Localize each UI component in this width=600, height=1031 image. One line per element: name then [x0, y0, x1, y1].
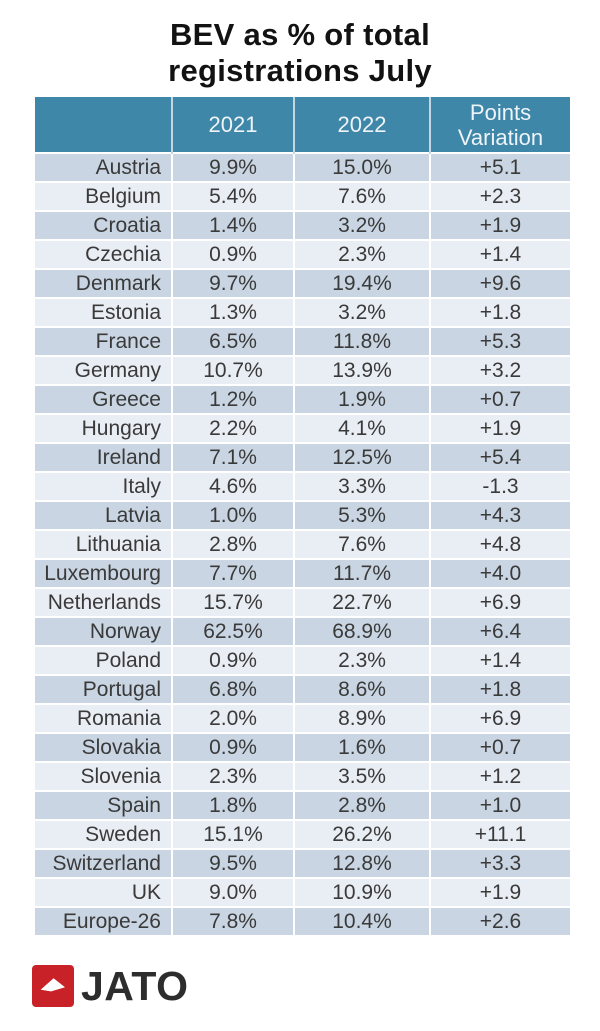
country-cell: Poland	[35, 646, 172, 675]
table-row	[35, 559, 570, 588]
value-cell: 15.0%	[294, 153, 430, 182]
value-cell: 7.1%	[172, 443, 294, 472]
value-cell: 7.6%	[294, 182, 430, 211]
country-cell: Portugal	[35, 675, 172, 704]
table-row	[35, 472, 570, 501]
value-cell: 3.5%	[294, 762, 430, 791]
value-cell: +2.3	[430, 182, 570, 211]
value-cell: 1.0%	[172, 501, 294, 530]
value-cell: 7.7%	[172, 559, 294, 588]
value-cell: 11.8%	[294, 327, 430, 356]
value-cell: +11.1	[430, 820, 570, 849]
country-cell: Europe-26	[35, 907, 172, 935]
value-cell: 2.3%	[294, 646, 430, 675]
table-row	[35, 907, 570, 935]
value-cell: 68.9%	[294, 617, 430, 646]
value-cell: 2.3%	[294, 240, 430, 269]
table-row	[35, 820, 570, 849]
value-cell: 7.8%	[172, 907, 294, 935]
table-body	[35, 153, 570, 935]
brand-name: JATO	[81, 963, 189, 1009]
value-cell: 2.8%	[294, 791, 430, 820]
value-cell: 6.8%	[172, 675, 294, 704]
value-cell: 4.1%	[294, 414, 430, 443]
value-cell: 10.4%	[294, 907, 430, 935]
table-row	[35, 588, 570, 617]
value-cell: 0.9%	[172, 646, 294, 675]
value-cell: +1.0	[430, 791, 570, 820]
column-header-2022: 2022	[294, 97, 430, 153]
table-row	[35, 762, 570, 791]
table-header	[35, 97, 570, 153]
value-cell: +4.8	[430, 530, 570, 559]
country-cell: Czechia	[35, 240, 172, 269]
value-cell: +5.4	[430, 443, 570, 472]
table-row	[35, 356, 570, 385]
table-row	[35, 240, 570, 269]
table-row	[35, 675, 570, 704]
value-cell: +1.8	[430, 298, 570, 327]
country-cell: Denmark	[35, 269, 172, 298]
value-cell: +1.4	[430, 240, 570, 269]
country-cell: Spain	[35, 791, 172, 820]
value-cell: -1.3	[430, 472, 570, 501]
country-cell: Luxembourg	[35, 559, 172, 588]
country-cell: Italy	[35, 472, 172, 501]
value-cell: 4.6%	[172, 472, 294, 501]
value-cell: 8.6%	[294, 675, 430, 704]
value-cell: 10.7%	[172, 356, 294, 385]
value-cell: 9.7%	[172, 269, 294, 298]
table-row	[35, 791, 570, 820]
column-header-2021: 2021	[172, 97, 294, 153]
value-cell: 0.9%	[172, 240, 294, 269]
value-cell: +6.9	[430, 588, 570, 617]
table-row	[35, 385, 570, 414]
value-cell: 1.2%	[172, 385, 294, 414]
table-row	[35, 153, 570, 182]
value-cell: 2.2%	[172, 414, 294, 443]
country-cell: Netherlands	[35, 588, 172, 617]
value-cell: +1.2	[430, 762, 570, 791]
table-row	[35, 327, 570, 356]
value-cell: 12.8%	[294, 849, 430, 878]
country-cell: Slovenia	[35, 762, 172, 791]
bev-registrations-table	[35, 97, 570, 935]
value-cell: +1.9	[430, 211, 570, 240]
table-row	[35, 211, 570, 240]
value-cell: 11.7%	[294, 559, 430, 588]
value-cell: 13.9%	[294, 356, 430, 385]
value-cell: 26.2%	[294, 820, 430, 849]
value-cell: 15.7%	[172, 588, 294, 617]
value-cell: 9.9%	[172, 153, 294, 182]
value-cell: +4.0	[430, 559, 570, 588]
value-cell: 1.4%	[172, 211, 294, 240]
jato-logo	[32, 965, 74, 1007]
value-cell: 22.7%	[294, 588, 430, 617]
value-cell: 10.9%	[294, 878, 430, 907]
country-cell: Norway	[35, 617, 172, 646]
value-cell: +9.6	[430, 269, 570, 298]
table-header-row	[35, 97, 570, 153]
value-cell: 9.0%	[172, 878, 294, 907]
country-cell: Latvia	[35, 501, 172, 530]
value-cell: +3.3	[430, 849, 570, 878]
value-cell: +1.4	[430, 646, 570, 675]
value-cell: +4.3	[430, 501, 570, 530]
value-cell: 12.5%	[294, 443, 430, 472]
value-cell: 7.6%	[294, 530, 430, 559]
country-cell: Germany	[35, 356, 172, 385]
page-title	[0, 17, 600, 89]
value-cell: 5.3%	[294, 501, 430, 530]
value-cell: 8.9%	[294, 704, 430, 733]
column-header-points-variation: Points Variation	[430, 97, 570, 153]
value-cell: 15.1%	[172, 820, 294, 849]
value-cell: 3.2%	[294, 211, 430, 240]
table-row	[35, 849, 570, 878]
table-row	[35, 617, 570, 646]
country-cell: UK	[35, 878, 172, 907]
country-cell: France	[35, 327, 172, 356]
value-cell: +3.2	[430, 356, 570, 385]
value-cell: 6.5%	[172, 327, 294, 356]
value-cell: 1.3%	[172, 298, 294, 327]
value-cell: 62.5%	[172, 617, 294, 646]
table-row	[35, 414, 570, 443]
page-title-line2: registrations July	[168, 53, 432, 88]
country-cell: Croatia	[35, 211, 172, 240]
table-row	[35, 704, 570, 733]
country-cell: Lithuania	[35, 530, 172, 559]
country-cell: Greece	[35, 385, 172, 414]
value-cell: 5.4%	[172, 182, 294, 211]
table-row	[35, 646, 570, 675]
table-row	[35, 733, 570, 762]
value-cell: 2.3%	[172, 762, 294, 791]
value-cell: +1.8	[430, 675, 570, 704]
value-cell: +5.3	[430, 327, 570, 356]
value-cell: +6.9	[430, 704, 570, 733]
value-cell: 0.9%	[172, 733, 294, 762]
value-cell: 1.9%	[294, 385, 430, 414]
value-cell: 19.4%	[294, 269, 430, 298]
country-cell: Estonia	[35, 298, 172, 327]
value-cell: 1.6%	[294, 733, 430, 762]
value-cell: +1.9	[430, 878, 570, 907]
value-cell: 2.8%	[172, 530, 294, 559]
table-row	[35, 298, 570, 327]
table-row	[35, 269, 570, 298]
jato-arrow-icon	[38, 971, 68, 1001]
page-title-line1: BEV as % of total	[169, 17, 431, 52]
country-cell: Switzerland	[35, 849, 172, 878]
country-cell: Belgium	[35, 182, 172, 211]
country-cell: Austria	[35, 153, 172, 182]
value-cell: 1.8%	[172, 791, 294, 820]
value-cell: 3.3%	[294, 472, 430, 501]
country-cell: Romania	[35, 704, 172, 733]
table-row	[35, 878, 570, 907]
country-cell: Slovakia	[35, 733, 172, 762]
value-cell: +1.9	[430, 414, 570, 443]
value-cell: +0.7	[430, 733, 570, 762]
value-cell: +5.1	[430, 153, 570, 182]
value-cell: +0.7	[430, 385, 570, 414]
value-cell: 3.2%	[294, 298, 430, 327]
country-cell: Sweden	[35, 820, 172, 849]
country-cell: Hungary	[35, 414, 172, 443]
table-row	[35, 443, 570, 472]
column-header-country	[35, 97, 172, 153]
table-row	[35, 501, 570, 530]
value-cell: 9.5%	[172, 849, 294, 878]
country-cell: Ireland	[35, 443, 172, 472]
value-cell: 2.0%	[172, 704, 294, 733]
table-row	[35, 182, 570, 211]
table-row	[35, 530, 570, 559]
value-cell: +2.6	[430, 907, 570, 935]
jato-brand	[32, 965, 189, 1007]
value-cell: +6.4	[430, 617, 570, 646]
